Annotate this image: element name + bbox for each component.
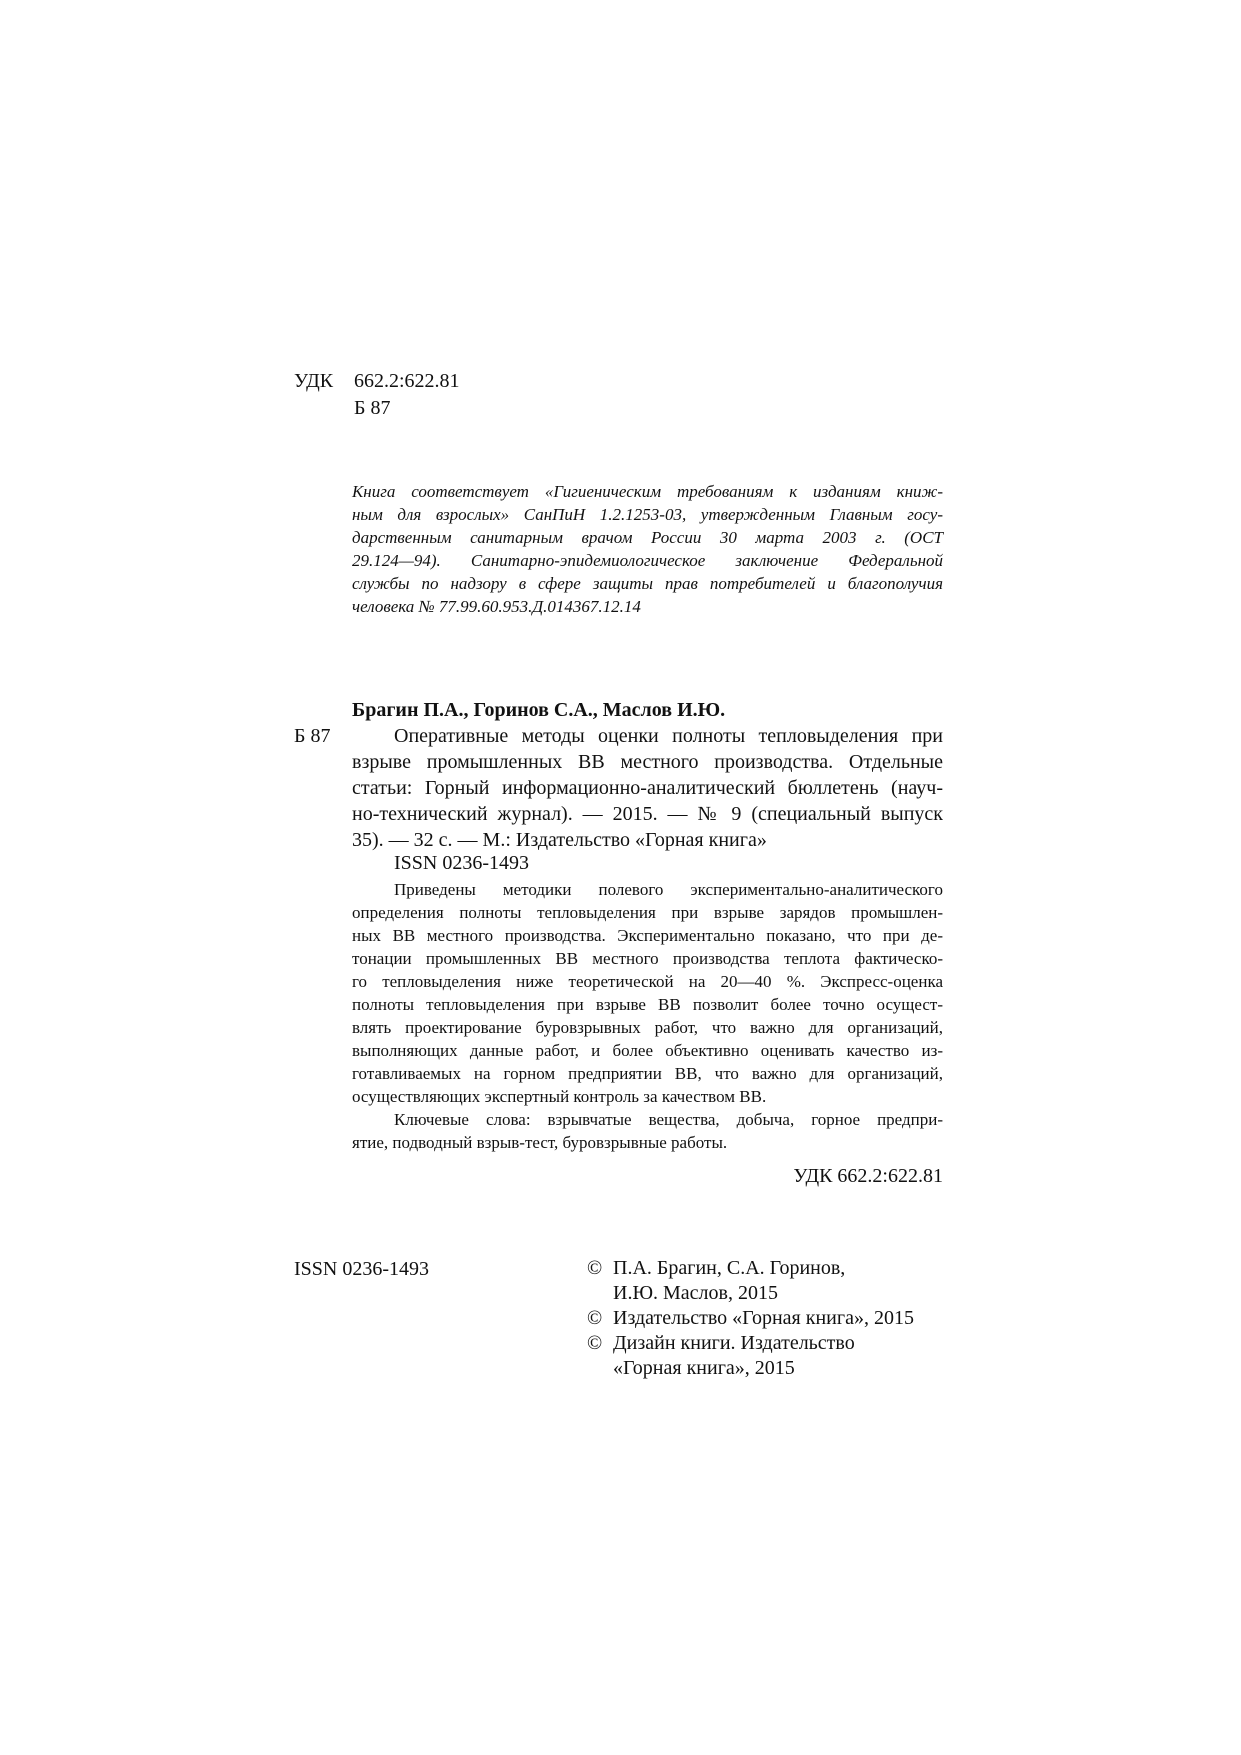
keywords-line: ятие, подводный взрыв-тест, буровзрывные работы.: [352, 1133, 728, 1152]
abstract-paragraph: [352, 878, 943, 1108]
keywords-paragraph: [352, 1108, 943, 1154]
udk-bottom: УДК 662.2:622.81: [793, 1165, 943, 1187]
abstract-line: ных ВВ местного производства. Экспериментально показано, что при де-: [352, 926, 943, 945]
hygiene-line: службы по надзору в сфере защиты прав потребителей и благополучия: [352, 574, 943, 593]
copyright-notices: [587, 1256, 914, 1381]
abstract-line: готавливаемых на горном предприятии ВВ, что важно для организаций,: [352, 1064, 943, 1083]
hygiene-line: Книга соответствует «Гигиеническим требованиям к изданиям книж-: [352, 482, 943, 501]
hygiene-line: дарственным санитарным врачом России 30 марта 2003 г. (ОСТ: [352, 528, 943, 547]
copyright-text: Дизайн книги. Издательство: [613, 1332, 855, 1354]
description-line: статьи: Горный информационно-аналитический бюллетень (науч-: [352, 777, 943, 799]
abstract-line: влять проектирование буровзрывных работ, что важно для организаций,: [352, 1018, 943, 1037]
keywords-line: Ключевые слова: взрывчатые вещества, добыча, горное предпри-: [394, 1110, 943, 1129]
copyright-text-continued: «Горная книга», 2015: [613, 1357, 795, 1379]
copyright-text-continued: И.Ю. Маслов, 2015: [613, 1282, 778, 1304]
hygiene-line: ным для взрослых» СанПиН 1.2.1253-03, утвержденным Главным госу-: [352, 505, 943, 524]
author-index: Б 87: [354, 397, 391, 419]
abstract: [352, 878, 943, 1154]
abstract-line: определения полноты тепловыделения при взрыве зарядов промышлен-: [352, 903, 943, 922]
description-line: 35). — 32 с. — М.: Издательство «Горная книга»: [352, 829, 767, 851]
hygiene-line: человека № 77.99.60.953.Д.014367.12.14: [352, 597, 641, 616]
copyright-item: [587, 1256, 914, 1306]
bibliographic-index: Б 87: [294, 725, 331, 747]
copyright-symbol: ©: [587, 1257, 603, 1279]
copyright-text: П.А. Брагин, С.А. Горинов,: [613, 1257, 846, 1279]
abstract-line: Приведены методики полевого экспериментально-аналитического: [394, 880, 943, 899]
abstract-line: выполняющих данные работ, и более объективно оценивать качество из-: [352, 1041, 943, 1060]
udk-block: [294, 368, 460, 422]
udk-label: УДК: [294, 370, 334, 392]
abstract-line: осуществляющих экспертный контроль за качеством ВВ.: [352, 1087, 767, 1106]
abstract-line: тонации промышленных ВВ местного производства теплота фактическо-: [352, 949, 943, 968]
description-line: но-технический журнал). — 2015. — № 9 (специальный выпуск: [352, 803, 943, 825]
hygiene-note: [352, 480, 943, 618]
author-index-row: [294, 395, 460, 422]
copyright-text: Издательство «Горная книга», 2015: [613, 1307, 914, 1329]
issn-bottom: ISSN 0236-1493: [294, 1258, 430, 1280]
udk-value: 662.2:622.81: [354, 370, 460, 392]
copyright-symbol: ©: [587, 1307, 603, 1329]
bibliographic-description: [352, 723, 943, 853]
udk-row: [294, 368, 460, 395]
abstract-line: го тепловыделения ниже теоретической на 20—40 %. Экспресс-оценка: [352, 972, 943, 991]
description-line: Оперативные методы оценки полноты тепловыделения при: [394, 725, 943, 747]
hygiene-line: 29.124—94). Санитарно-эпидемиологическое заключение Федеральной: [352, 551, 943, 570]
copyright-symbol: ©: [587, 1332, 603, 1354]
description-line: взрыве промышленных ВВ местного производства. Отдельные: [352, 751, 943, 773]
issn-number: ISSN 0236-1493: [394, 852, 530, 874]
copyright-item: [587, 1331, 914, 1381]
authors-heading: Брагин П.А., Горинов С.А., Маслов И.Ю.: [352, 699, 726, 721]
copyright-item: [587, 1306, 914, 1331]
abstract-line: полноты тепловыделения при взрыве ВВ позволит более точно осущест-: [352, 995, 943, 1014]
